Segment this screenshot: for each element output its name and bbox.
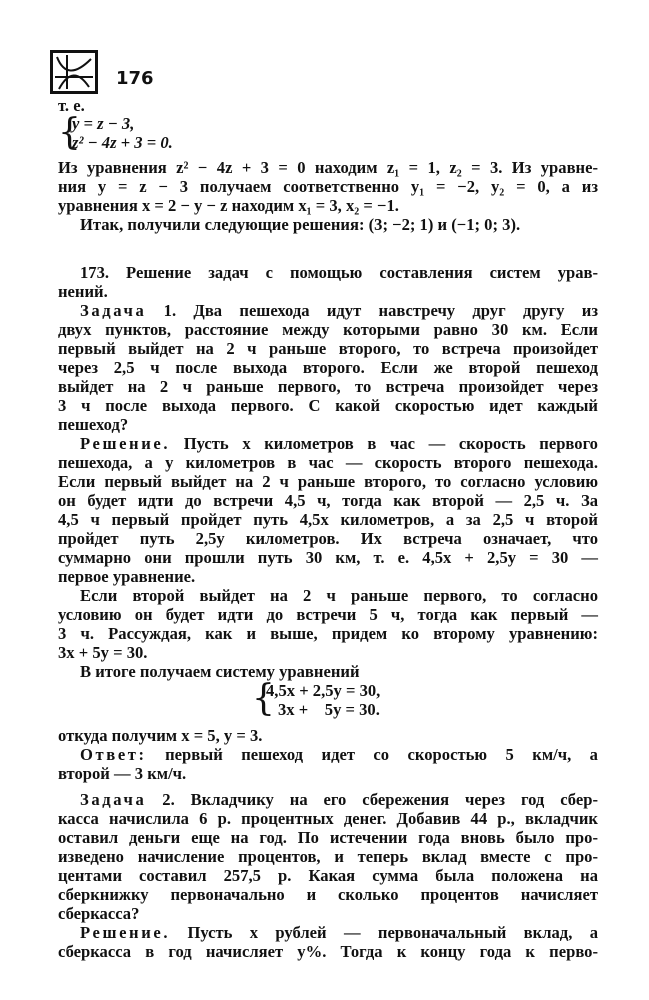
system2-eq1: 4,5x + 2,5y = 30, (266, 681, 381, 700)
paragraph-line: через 2,5 ч после выхода второго. Если же второй пешеход (58, 358, 598, 377)
paragraph-line: двух пунктов, расстояние между которыми равно 30 км. Если (58, 320, 598, 339)
paragraph-line: В итоге получаем систему уравнений (80, 662, 360, 681)
paragraph-line: 4,5 ч первый пройдет путь 4,5x километров, а за 2,5 ч второй (58, 510, 598, 529)
task2-label: Задача (80, 790, 147, 809)
paragraph-line: 3 ч. Рассуждая, как и выше, придем ко второму уравнению: (58, 624, 598, 643)
task2-first-line: Задача 2. Вкладчику на его сбережения через год сбер- (80, 790, 599, 809)
function-graph-icon (53, 53, 95, 91)
system-brace: { (58, 112, 81, 153)
section-title: 173. Решение задач с помощью составления систем урав- (80, 263, 598, 282)
te-text: т. е. (58, 96, 85, 115)
paragraph-line: Из уравнения z² − 4z + 3 = 0 находим z₁ = 1, z₂ = 3. Из уравне- (58, 158, 598, 177)
chapter-logo (50, 50, 98, 94)
paragraph-line: Итак, получили следующие решения: (3; −2; 1) и (−1; 0; 3). (80, 215, 521, 234)
system-brace: { (252, 678, 275, 719)
task1-first-line: Задача 1. Два пешехода идут навстречу друг другу из (80, 301, 599, 320)
solution-label: Решение. (80, 434, 171, 453)
result-line: откуда получим x = 5, y = 3. (58, 726, 263, 745)
solution1-first-line: Решение. Пусть x километров в час — скорость первого (80, 434, 598, 453)
system1-eq2: z² − 4z + 3 = 0. (72, 133, 173, 152)
page-number: 176 (116, 68, 154, 89)
paragraph-line: 3 ч после выхода первого. С какой скоростью идет каждый (58, 396, 598, 415)
paragraph-line: центами составил 257,5 р. Какая сумма была положена на (58, 866, 598, 885)
answer-first-line: Ответ: первый пешеход идет со скоростью 5 км/ч, а (80, 745, 598, 764)
system2-eq2: 3x + 5y = 30. (278, 700, 380, 719)
paragraph-line: выйдет на 2 ч раньше первого, то встреча произойдет через (58, 377, 598, 396)
solution-label: Решение. (80, 923, 171, 942)
paragraph-line: оставил деньги еще на год. По истечении года вновь было про- (58, 828, 598, 847)
system1-eq1: y = z − 3, (72, 114, 135, 133)
paragraph-line: условию он будет идти до встречи 5 ч, тогда как первый — (58, 605, 598, 624)
paragraph-line: суммарно они прошли путь 30 км, т. е. 4,5x + 2,5y = 30 — (58, 548, 598, 567)
paragraph-line: Если первый выйдет на 2 ч раньше второго, то согласно условию (58, 472, 598, 491)
paragraph-line: первое уравнение. (58, 567, 196, 586)
paragraph-line: пешеход? (58, 415, 129, 434)
paragraph-line: пройдет путь 2,5y километров. Их встреча означает, что (58, 529, 598, 548)
paragraph-line: сберкасса? (58, 904, 140, 923)
paragraph-line: уравнения x = 2 − y − z находим x₁ = 3, x₂ = −1. (58, 196, 399, 215)
paragraph-line: Если второй выйдет на 2 ч раньше первого, то согласно (80, 586, 598, 605)
paragraph-line: второй — 3 км/ч. (58, 764, 187, 783)
paragraph-line: он будет идти до встречи 4,5 ч, тогда как второй — 2,5 ч. За (58, 491, 598, 510)
paragraph-line: первый выйдет на 2 ч раньше второго, то встреча произойдет (58, 339, 598, 358)
paragraph-line: сберкнижку первоначально и сколько процентов начисляет (58, 885, 598, 904)
paragraph-line: пешехода, а y километров в час — скорость второго пешехода. (58, 453, 598, 472)
paragraph-line: сберкасса в год начисляет y%. Тогда к концу года к перво- (58, 942, 598, 961)
answer-label: Ответ: (80, 745, 147, 764)
section-title-cont: нений. (58, 282, 108, 301)
solution2-first-line: Решение. Пусть x рублей — первоначальный вклад, а (80, 923, 598, 942)
task1-label: Задача (80, 301, 147, 320)
paragraph-line: изведено начисление процентов, и теперь вклад вместе с про- (58, 847, 598, 866)
paragraph-line: ния y = z − 3 получаем соответственно y₁ = −2, y₂ = 0, а из (58, 177, 598, 196)
paragraph-line: 3x + 5y = 30. (58, 643, 148, 662)
paragraph-line: касса начислила 6 р. процентных денег. Добавив 44 р., вкладчик (58, 809, 598, 828)
